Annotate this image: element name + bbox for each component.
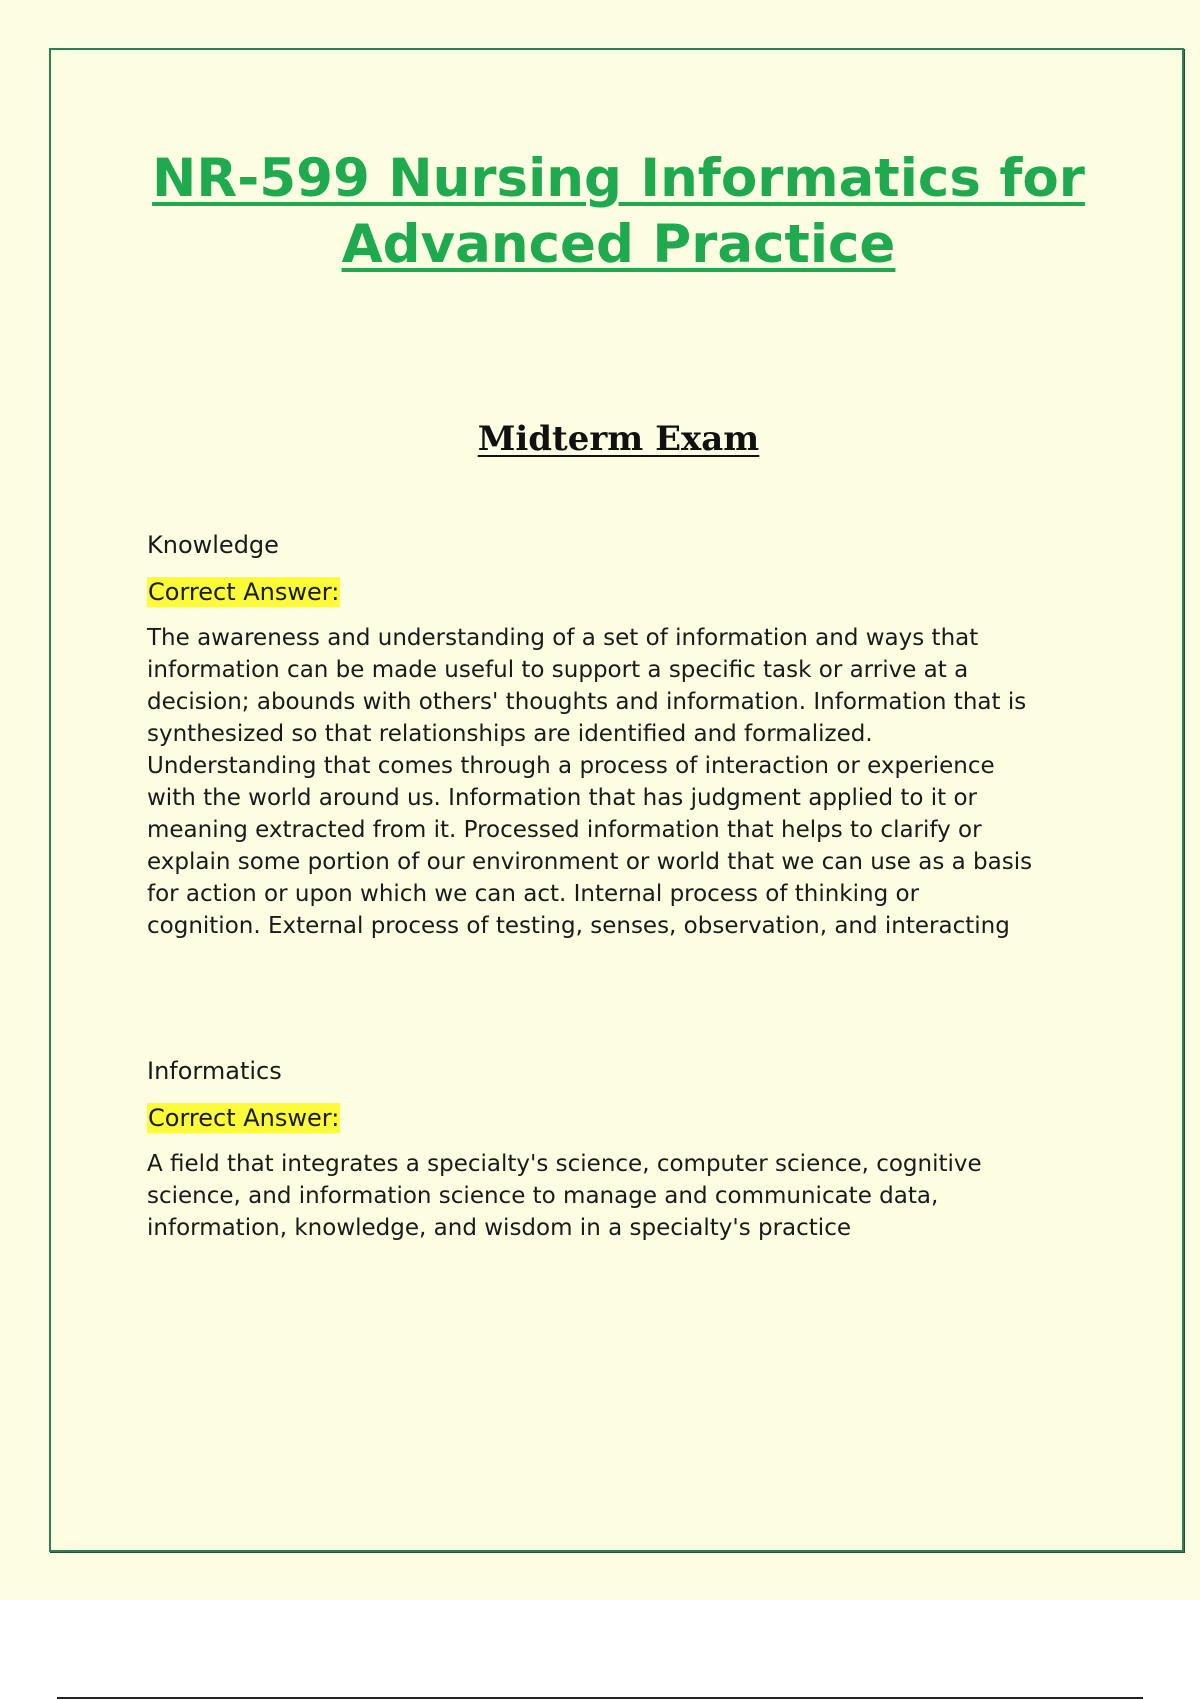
- question-block: [147, 1056, 1137, 1244]
- question-block: [147, 530, 1137, 942]
- exam-subtitle: Midterm Exam: [477, 419, 760, 459]
- question-term: Knowledge: [147, 531, 279, 559]
- correct-answer-label: Correct Answer:: [148, 1104, 340, 1132]
- document-frame: [49, 48, 1184, 1552]
- answer-text: A field that integrates a specialty's science, computer science, cognitive science, and information science to manage and communicate data, information, knowledge, and wisdom in a specialty's practice: [147, 1151, 982, 1241]
- footer-divider: [57, 1697, 1143, 1699]
- answer-text: The awareness and understanding of a set of information and ways that information can be made useful to support a specific task or arrive at a decision; abounds with others' thoughts and information. Information that is synthesized so that relationships are identified and formalized. Understanding that comes through a process of interaction or experience with the world around us. Information that has judgment applied to it or meaning extracted from it. Processed information that helps to clarify or explain some portion of our environment or world that we can use as a basis for action or upon which we can act. Internal process of thinking or cognition. External process of testing, senses, observation, and interacting: [147, 625, 1033, 939]
- document-title: NR-599 Nursing Informatics for Advanced Practice: [152, 148, 1085, 275]
- correct-answer-label: Correct Answer:: [148, 578, 340, 606]
- question-term: Informatics: [147, 1057, 282, 1085]
